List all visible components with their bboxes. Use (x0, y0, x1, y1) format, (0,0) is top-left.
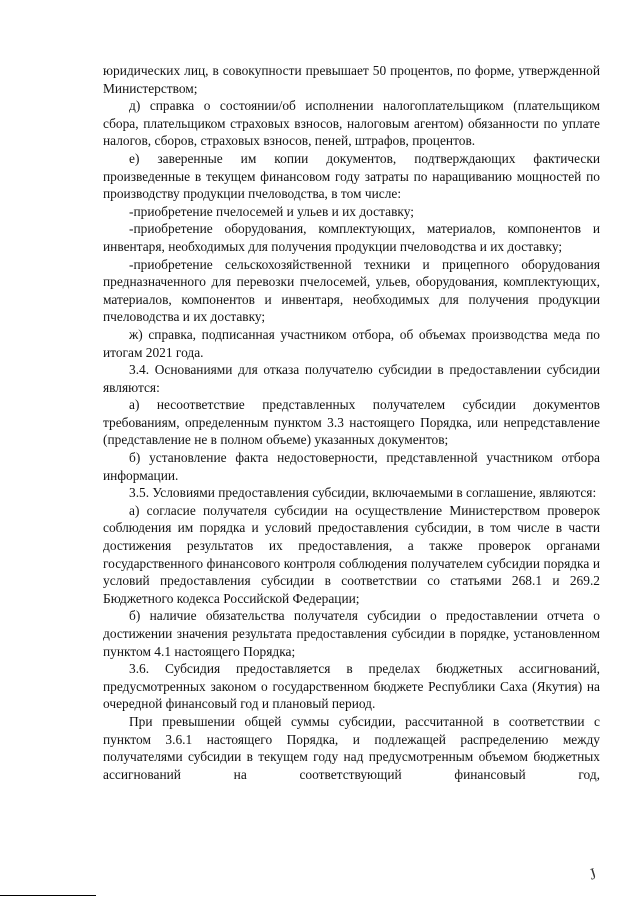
paragraph: юридических лиц, в совокупности превышает 50 процентов, по форме, утвержденной Министерством; (103, 63, 600, 96)
document-body (103, 62, 600, 783)
paragraph: б) наличие обязательства получателя субсидии о предоставлении отчета о достижении значения результата предоставления субсидии в порядке, установленном пунктом 4.1 настоящего Порядка; (103, 608, 600, 659)
paragraph: д) справка о состоянии/об исполнении налогоплательщиком (плательщиком сбора, плательщиком страховых взносов, налоговым агентом) обязанности по уплате налогов, сборов, страховых взносов, пеней, штрафов, процентов. (103, 98, 600, 149)
paragraph: ж) справка, подписанная участником отбора, об объемах производства меда по итогам 2021 года. (103, 326, 600, 360)
list-item: -приобретение сельскохозяйственной техники и прицепного оборудования предназначенного для перевозки пчелосемей, ульев, оборудования, комплектующих, материалов, компонентов и инвентаря, необходимых для получения продукции пчеловодства и их доставку; (103, 256, 600, 325)
section-3-4: 3.4. Основаниями для отказа получателю субсидии в предоставлении субсидии являются: (103, 362, 600, 395)
paragraph: При превышении общей суммы субсидии, рассчитанной в соответствии с пунктом 3.6.1 настоящего Порядка, и подлежащей распределению между получателями субсидии в текущем году над предусмотренным объемом бюджетных ассигнований на соответствующий финансовый год, (103, 713, 600, 782)
paragraph: б) установление факта недостоверности, представленной участником отбора информации. (103, 450, 600, 483)
list-item: -приобретение пчелосемей и ульев и их доставку; (129, 203, 414, 219)
handwritten-mark: J (587, 865, 599, 884)
section-3-6: 3.6. Субсидия предоставляется в пределах бюджетных ассигнований, предусмотренных законом о государственном бюджете Республики Саха (Якутия) на очередной финансовый год и плановый период. (103, 661, 600, 712)
paragraph: а) несоответствие представленных получателем субсидии документов требованиям, определенным пунктом 3.3 настоящего Порядка, или непредставление (представление не в полном объеме) указанных документов; (103, 397, 600, 448)
list-item: -приобретение оборудования, комплектующих, материалов, компонентов и инвентаря, необходимых для получения продукции пчеловодства и их доставку; (103, 221, 600, 254)
paragraph: а) согласие получателя субсидии на осуществление Министерством проверок соблюдения им порядка и условий предоставления субсидии, в том числе в части достижения результатов их предоставления, а также проверок органами государственного финансового контроля соблюдения получателем субсидии порядка и условий предоставления субсидии в соответствии со статьями 268.1 и 269.2 Бюджетного кодекса Российской Федерации; (103, 502, 600, 606)
footer-divider (0, 895, 96, 896)
section-3-5: 3.5. Условиями предоставления субсидии, включаемыми в соглашение, являются: (129, 485, 597, 501)
paragraph: е) заверенные им копии документов, подтверждающих фактически произведенные в текущем финансовом году затраты по наращиванию мощностей по производству продукции пчеловодства, в том числе: (103, 150, 600, 202)
